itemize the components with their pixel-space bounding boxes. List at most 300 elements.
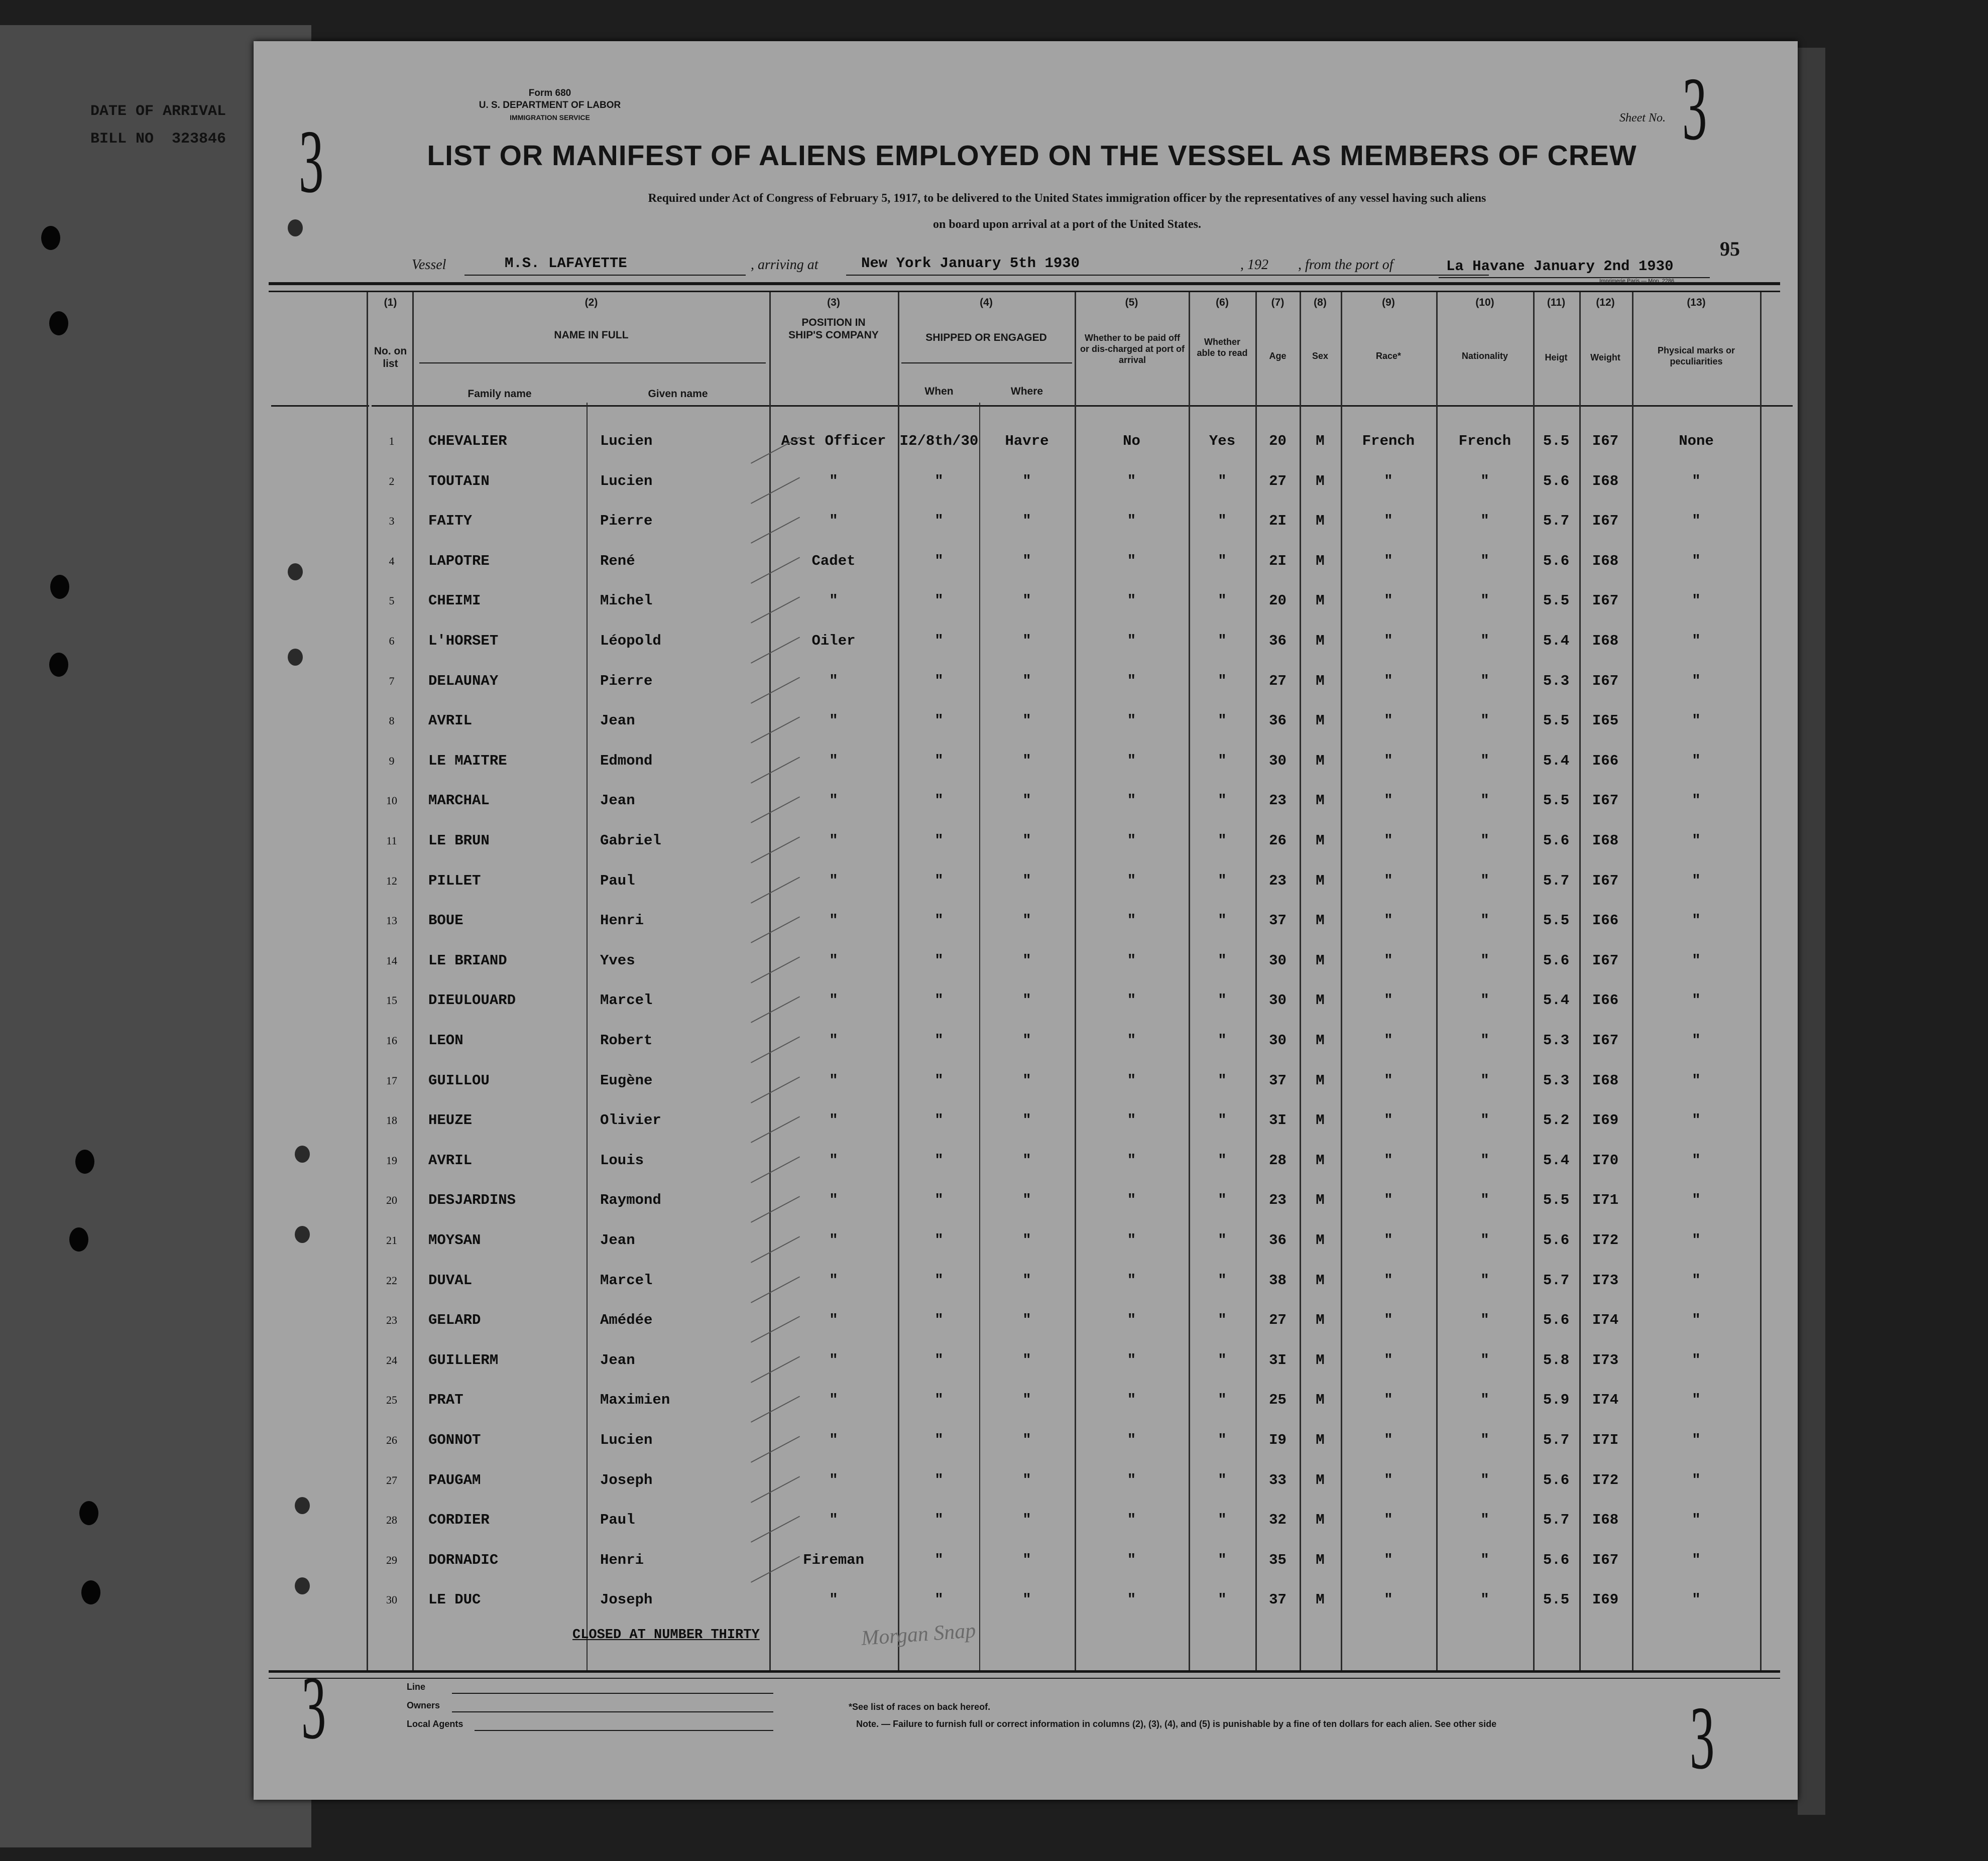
column-divider [367, 292, 368, 1670]
weight: I68 [1592, 633, 1619, 649]
page-title: LIST OR MANIFEST OF ALIENS EMPLOYED ON THE VESSEL AS MEMBERS OF CREW [427, 140, 1637, 172]
ship-position: " [829, 1152, 838, 1169]
column-num-9: (9) [1382, 297, 1395, 308]
nationality: " [1480, 712, 1489, 729]
family-name: DIEULOUARD [428, 992, 516, 1009]
physical-marks: " [1692, 1432, 1701, 1448]
paid-off: " [1127, 1312, 1136, 1329]
subtitle-line-1: Required under Act of Congress of February 5, 1917, to be delivered to the United States immigration officer by the representatives of any vessel having such aliens [648, 192, 1486, 205]
age: 38 [1269, 1272, 1287, 1289]
nationality: " [1480, 472, 1489, 489]
paid-off: " [1127, 552, 1136, 569]
column-header-when: When [924, 386, 954, 397]
able-to-read: " [1218, 952, 1227, 969]
races-note: *See list of races on back hereof. [849, 1702, 991, 1712]
sex: M [1316, 1432, 1325, 1448]
able-to-read: " [1218, 1272, 1227, 1289]
able-to-read: " [1218, 712, 1227, 729]
column-divider [1300, 292, 1301, 1670]
race: " [1384, 1312, 1393, 1329]
sex: M [1316, 1232, 1325, 1249]
punch-hole [81, 1580, 100, 1604]
able-to-read: " [1218, 552, 1227, 569]
given-name: Joseph [600, 1591, 653, 1608]
physical-marks: " [1692, 592, 1701, 609]
ship-position: " [829, 912, 838, 929]
column-num-13: (13) [1687, 297, 1706, 308]
row-number: 25 [386, 1394, 397, 1407]
engaged-when: " [934, 1152, 944, 1169]
able-to-read: " [1218, 872, 1227, 889]
race: " [1384, 1591, 1393, 1608]
engaged-when: " [934, 1392, 944, 1409]
paid-off: " [1127, 912, 1136, 929]
sex: M [1316, 1312, 1325, 1329]
weight: I66 [1592, 752, 1619, 769]
table-top-border [269, 282, 1780, 285]
column-divider [1579, 292, 1581, 1670]
height: 5.5 [1543, 792, 1570, 809]
able-to-read: " [1218, 592, 1227, 609]
column-divider [1632, 292, 1633, 1670]
able-to-read: " [1218, 1072, 1227, 1089]
family-name: DELAUNAY [428, 672, 499, 689]
sex: M [1316, 592, 1325, 609]
physical-marks: " [1692, 552, 1701, 569]
punch-hole [75, 1150, 94, 1174]
engaged-when: " [934, 633, 944, 649]
family-name: CORDIER [428, 1512, 490, 1529]
row-number: 28 [386, 1514, 397, 1527]
family-name: BOUE [428, 912, 463, 929]
sheet-edge-shadow [1798, 48, 1825, 1815]
nationality: " [1480, 1392, 1489, 1409]
nationality: " [1480, 952, 1489, 969]
ship-position: " [829, 1351, 838, 1369]
physical-marks: " [1692, 872, 1701, 889]
paid-off: " [1127, 513, 1136, 530]
closing-statement: CLOSED AT NUMBER THIRTY [572, 1628, 760, 1643]
paid-off: " [1127, 1152, 1136, 1169]
given-name: Eugène [600, 1072, 653, 1089]
physical-marks: " [1692, 912, 1701, 929]
given-name: René [600, 552, 635, 569]
physical-marks: " [1692, 952, 1701, 969]
punch-hole [69, 1227, 88, 1252]
paid-off: " [1127, 792, 1136, 809]
engaged-where: " [1022, 1591, 1031, 1608]
engaged-when: " [934, 1551, 944, 1568]
table-top-border-inner [269, 291, 1780, 292]
column-divider [1533, 292, 1535, 1670]
engaged-when: " [934, 672, 944, 689]
column-header-nationality: Nationality [1461, 351, 1508, 361]
row-number: 13 [386, 914, 397, 927]
able-to-read: " [1218, 912, 1227, 929]
column-divider [1075, 292, 1076, 1670]
age: I9 [1269, 1432, 1287, 1448]
given-name: Jean [600, 712, 635, 729]
row-number: 10 [386, 794, 397, 807]
height: 5.8 [1543, 1351, 1570, 1369]
age: 23 [1269, 1192, 1287, 1209]
punch-hole [41, 226, 60, 250]
nationality: " [1480, 1192, 1489, 1209]
race: " [1384, 952, 1393, 969]
weight: I66 [1592, 992, 1619, 1009]
weight: I65 [1592, 712, 1619, 729]
column-num-10: (10) [1475, 297, 1494, 308]
engaged-where: " [1022, 832, 1031, 849]
paid-off: " [1127, 1512, 1136, 1529]
paid-off: " [1127, 952, 1136, 969]
engaged-when: " [934, 1272, 944, 1289]
age: 27 [1269, 472, 1287, 489]
family-name: LE MAITRE [428, 752, 507, 769]
paid-off: " [1127, 472, 1136, 489]
column-header-able-to-read: Whether able to read [1197, 337, 1248, 358]
column-header-family-name: Family name [467, 388, 532, 400]
weight: I73 [1592, 1272, 1619, 1289]
row-number: 6 [389, 635, 395, 647]
engaged-when: " [934, 1351, 944, 1369]
sex: M [1316, 672, 1325, 689]
year-label: , 192 [1240, 257, 1268, 273]
nationality: " [1480, 792, 1489, 809]
punch-hole [288, 563, 303, 580]
shipped-subheader-line [901, 362, 1072, 363]
physical-marks: " [1692, 992, 1701, 1009]
nationality: " [1480, 1551, 1489, 1568]
race: " [1384, 552, 1393, 569]
handwritten-signature: Morgan Snap [860, 1619, 977, 1650]
nationality: " [1480, 1112, 1489, 1129]
sex: M [1316, 1272, 1325, 1289]
punch-hole [49, 653, 68, 677]
column-divider [1189, 292, 1190, 1670]
physical-marks: " [1692, 752, 1701, 769]
sheet-no-label: Sheet No. [1619, 111, 1666, 125]
engaged-where: " [1022, 633, 1031, 649]
family-name: GONNOT [428, 1432, 481, 1448]
weight: I74 [1592, 1392, 1619, 1409]
row-number: 27 [386, 1473, 397, 1486]
age: 2I [1269, 552, 1287, 569]
given-name: Jean [600, 1351, 635, 1369]
engaged-when: " [934, 1032, 944, 1049]
given-name: Robert [600, 1032, 653, 1049]
subtitle-line-2: on board upon arrival at a port of the United States. [932, 218, 1201, 231]
engaged-when: " [934, 952, 944, 969]
from-port-label: , from the port of [1298, 257, 1393, 273]
paid-off: " [1127, 1351, 1136, 1369]
ship-position: " [829, 1432, 838, 1448]
given-name: Paul [600, 872, 635, 889]
column-divider [1255, 292, 1257, 1670]
ship-position: Oiler [811, 633, 856, 649]
paid-off: " [1127, 1272, 1136, 1289]
sex: M [1316, 712, 1325, 729]
nationality: " [1480, 1312, 1489, 1329]
paid-off: " [1127, 872, 1136, 889]
ship-position: " [829, 752, 838, 769]
row-number: 14 [386, 954, 397, 967]
ship-position: Fireman [803, 1551, 864, 1568]
nationality: " [1480, 672, 1489, 689]
weight: I68 [1592, 832, 1619, 849]
row-number: 30 [386, 1593, 397, 1606]
height: 5.7 [1543, 1512, 1570, 1529]
row-number: 4 [389, 554, 395, 567]
ship-position: " [829, 872, 838, 889]
nationality: " [1480, 1072, 1489, 1089]
age: 27 [1269, 1312, 1287, 1329]
height: 5.3 [1543, 672, 1570, 689]
department-name: U. S. DEPARTMENT OF LABOR [479, 100, 621, 110]
vessel-name: M.S. LAFAYETTE [505, 255, 627, 272]
physical-marks: " [1692, 633, 1701, 649]
height: 5.5 [1543, 592, 1570, 609]
table-bottom-border [269, 1670, 1780, 1673]
family-name: MARCHAL [428, 792, 490, 809]
paid-off: " [1127, 712, 1136, 729]
nationality: " [1480, 1512, 1489, 1529]
able-to-read: " [1218, 1471, 1227, 1488]
engaged-when: " [934, 992, 944, 1009]
family-name: PAUGAM [428, 1471, 481, 1488]
able-to-read: " [1218, 992, 1227, 1009]
race: " [1384, 513, 1393, 530]
punch-hole [49, 311, 68, 335]
paid-off: " [1127, 633, 1136, 649]
family-name: GELARD [428, 1312, 481, 1329]
family-name: LE BRUN [428, 832, 490, 849]
column-header-physical-marks: Physical marks or peculiarities [1657, 345, 1735, 366]
weight: I67 [1592, 1551, 1619, 1568]
able-to-read: " [1218, 513, 1227, 530]
ship-position: " [829, 1272, 838, 1289]
race: " [1384, 1471, 1393, 1488]
physical-marks: " [1692, 1312, 1701, 1329]
nationality: French [1458, 433, 1511, 449]
engaged-when: " [934, 1112, 944, 1129]
ship-position: " [829, 832, 838, 849]
able-to-read: " [1218, 1551, 1227, 1568]
sex: M [1316, 513, 1325, 530]
weight: I72 [1592, 1232, 1619, 1249]
physical-marks: " [1692, 712, 1701, 729]
age: 33 [1269, 1471, 1287, 1488]
given-name: Marcel [600, 992, 653, 1009]
age: 30 [1269, 952, 1287, 969]
race: " [1384, 992, 1393, 1009]
paid-off: " [1127, 992, 1136, 1009]
paid-off: " [1127, 1591, 1136, 1608]
row-number: 1 [389, 435, 395, 447]
engaged-where: " [1022, 552, 1031, 569]
nationality: " [1480, 1272, 1489, 1289]
family-name: DUVAL [428, 1272, 473, 1289]
able-to-read: " [1218, 1512, 1227, 1529]
given-name: Michel [600, 592, 653, 609]
ship-position: " [829, 1072, 838, 1089]
sex: M [1316, 1512, 1325, 1529]
column-header-height: Heigt [1545, 352, 1568, 362]
sex: M [1316, 952, 1325, 969]
height: 5.5 [1543, 712, 1570, 729]
column-divider [1341, 292, 1342, 1670]
engaged-when: " [934, 872, 944, 889]
age: 36 [1269, 1232, 1287, 1249]
sex: M [1316, 1072, 1325, 1089]
engaged-when: " [934, 832, 944, 849]
engaged-where: " [1022, 1392, 1031, 1409]
date-of-arrival-label: DATE OF ARRIVAL [90, 103, 226, 120]
family-name: CHEIMI [428, 592, 481, 609]
service-name: IMMIGRATION SERVICE [510, 113, 590, 121]
family-name: LEON [428, 1032, 463, 1049]
engaged-where: " [1022, 1351, 1031, 1369]
paid-off: " [1127, 832, 1136, 849]
family-name: LE BRIAND [428, 952, 507, 969]
able-to-read: " [1218, 832, 1227, 849]
row-number: 3 [389, 515, 395, 528]
race: " [1384, 592, 1393, 609]
sheet-corner-mark: 3 [299, 111, 324, 211]
nationality: " [1480, 832, 1489, 849]
height: 5.4 [1543, 1152, 1570, 1169]
height: 5.5 [1543, 433, 1570, 449]
nationality: " [1480, 992, 1489, 1009]
column-header-position: POSITION IN SHIP'S COMPANY [788, 317, 879, 341]
age: 35 [1269, 1551, 1287, 1568]
height: 5.5 [1543, 1192, 1570, 1209]
height: 5.6 [1543, 1312, 1570, 1329]
row-number: 7 [389, 674, 395, 687]
given-name: Henri [600, 1551, 644, 1568]
physical-marks: " [1692, 513, 1701, 530]
engaged-where: " [1022, 1112, 1031, 1129]
family-name: HEUZE [428, 1112, 473, 1129]
column-num-1: (1) [384, 297, 397, 308]
row-number: 19 [386, 1154, 397, 1167]
row-number: 17 [386, 1074, 397, 1087]
able-to-read: " [1218, 792, 1227, 809]
age: 30 [1269, 752, 1287, 769]
engaged-where: " [1022, 752, 1031, 769]
physical-marks: " [1692, 472, 1701, 489]
engaged-when: I2/8th/30 [899, 433, 979, 449]
physical-marks: " [1692, 1232, 1701, 1249]
age: 37 [1269, 1591, 1287, 1608]
physical-marks: " [1692, 1072, 1701, 1089]
ship-position: " [829, 592, 838, 609]
engaged-when: " [934, 912, 944, 929]
engaged-when: " [934, 552, 944, 569]
paid-off: " [1127, 1432, 1136, 1448]
given-name: Yves [600, 952, 635, 969]
nationality: " [1480, 633, 1489, 649]
column-divider [898, 292, 899, 1670]
age: 20 [1269, 433, 1287, 449]
engaged-where: " [1022, 1072, 1031, 1089]
age: 30 [1269, 992, 1287, 1009]
height: 5.4 [1543, 992, 1570, 1009]
column-num-8: (8) [1314, 297, 1327, 308]
row-number: 16 [386, 1034, 397, 1047]
engaged-where: " [1022, 1471, 1031, 1488]
paid-off: " [1127, 1471, 1136, 1488]
weight: I7I [1592, 1432, 1619, 1448]
row-number: 18 [386, 1114, 397, 1127]
able-to-read: Yes [1209, 433, 1236, 449]
paid-off: " [1127, 672, 1136, 689]
height: 5.6 [1543, 1471, 1570, 1488]
column-divider [769, 292, 771, 1670]
ship-position: " [829, 1512, 838, 1529]
weight: I67 [1592, 592, 1619, 609]
race: " [1384, 1272, 1393, 1289]
engaged-where: " [1022, 872, 1031, 889]
nationality: " [1480, 1432, 1489, 1448]
ship-position: " [829, 672, 838, 689]
able-to-read: " [1218, 1032, 1227, 1049]
vessel-underline [464, 275, 746, 276]
given-name: Jean [600, 1232, 635, 1249]
physical-marks: " [1692, 1351, 1701, 1369]
sex: M [1316, 1471, 1325, 1488]
engaged-when: " [934, 1591, 944, 1608]
height: 5.6 [1543, 1232, 1570, 1249]
bill-no-value: 323846 [172, 131, 226, 148]
given-name: Lucien [600, 433, 653, 449]
able-to-read: " [1218, 472, 1227, 489]
paid-off: " [1127, 1112, 1136, 1129]
sex: M [1316, 992, 1325, 1009]
engaged-when: " [934, 752, 944, 769]
sex: M [1316, 552, 1325, 569]
race: " [1384, 1072, 1393, 1089]
given-name: Lucien [600, 472, 653, 489]
engaged-where: " [1022, 1312, 1031, 1329]
engaged-where: " [1022, 1432, 1031, 1448]
paid-off: " [1127, 1232, 1136, 1249]
column-header-weight: Weight [1590, 352, 1620, 362]
weight: I68 [1592, 1072, 1619, 1089]
sex: M [1316, 1551, 1325, 1568]
family-name: TOUTAIN [428, 472, 490, 489]
engaged-when: " [934, 472, 944, 489]
column-header-sex: Sex [1312, 351, 1329, 361]
physical-marks: " [1692, 1392, 1701, 1409]
family-name: AVRIL [428, 712, 473, 729]
ship-position: " [829, 1392, 838, 1409]
physical-marks: " [1692, 1152, 1701, 1169]
column-header-shipped: SHIPPED OR ENGAGED [925, 332, 1047, 343]
height: 5.5 [1543, 1591, 1570, 1608]
sex: M [1316, 433, 1325, 449]
row-number: 24 [386, 1353, 397, 1367]
given-name: Léopold [600, 633, 661, 649]
given-name: Maximien [600, 1392, 670, 1409]
sex: M [1316, 872, 1325, 889]
age: 23 [1269, 792, 1287, 809]
weight: I74 [1592, 1312, 1619, 1329]
race: " [1384, 1392, 1393, 1409]
race: " [1384, 1351, 1393, 1369]
column-num-7: (7) [1271, 297, 1284, 308]
sex: M [1316, 1192, 1325, 1209]
